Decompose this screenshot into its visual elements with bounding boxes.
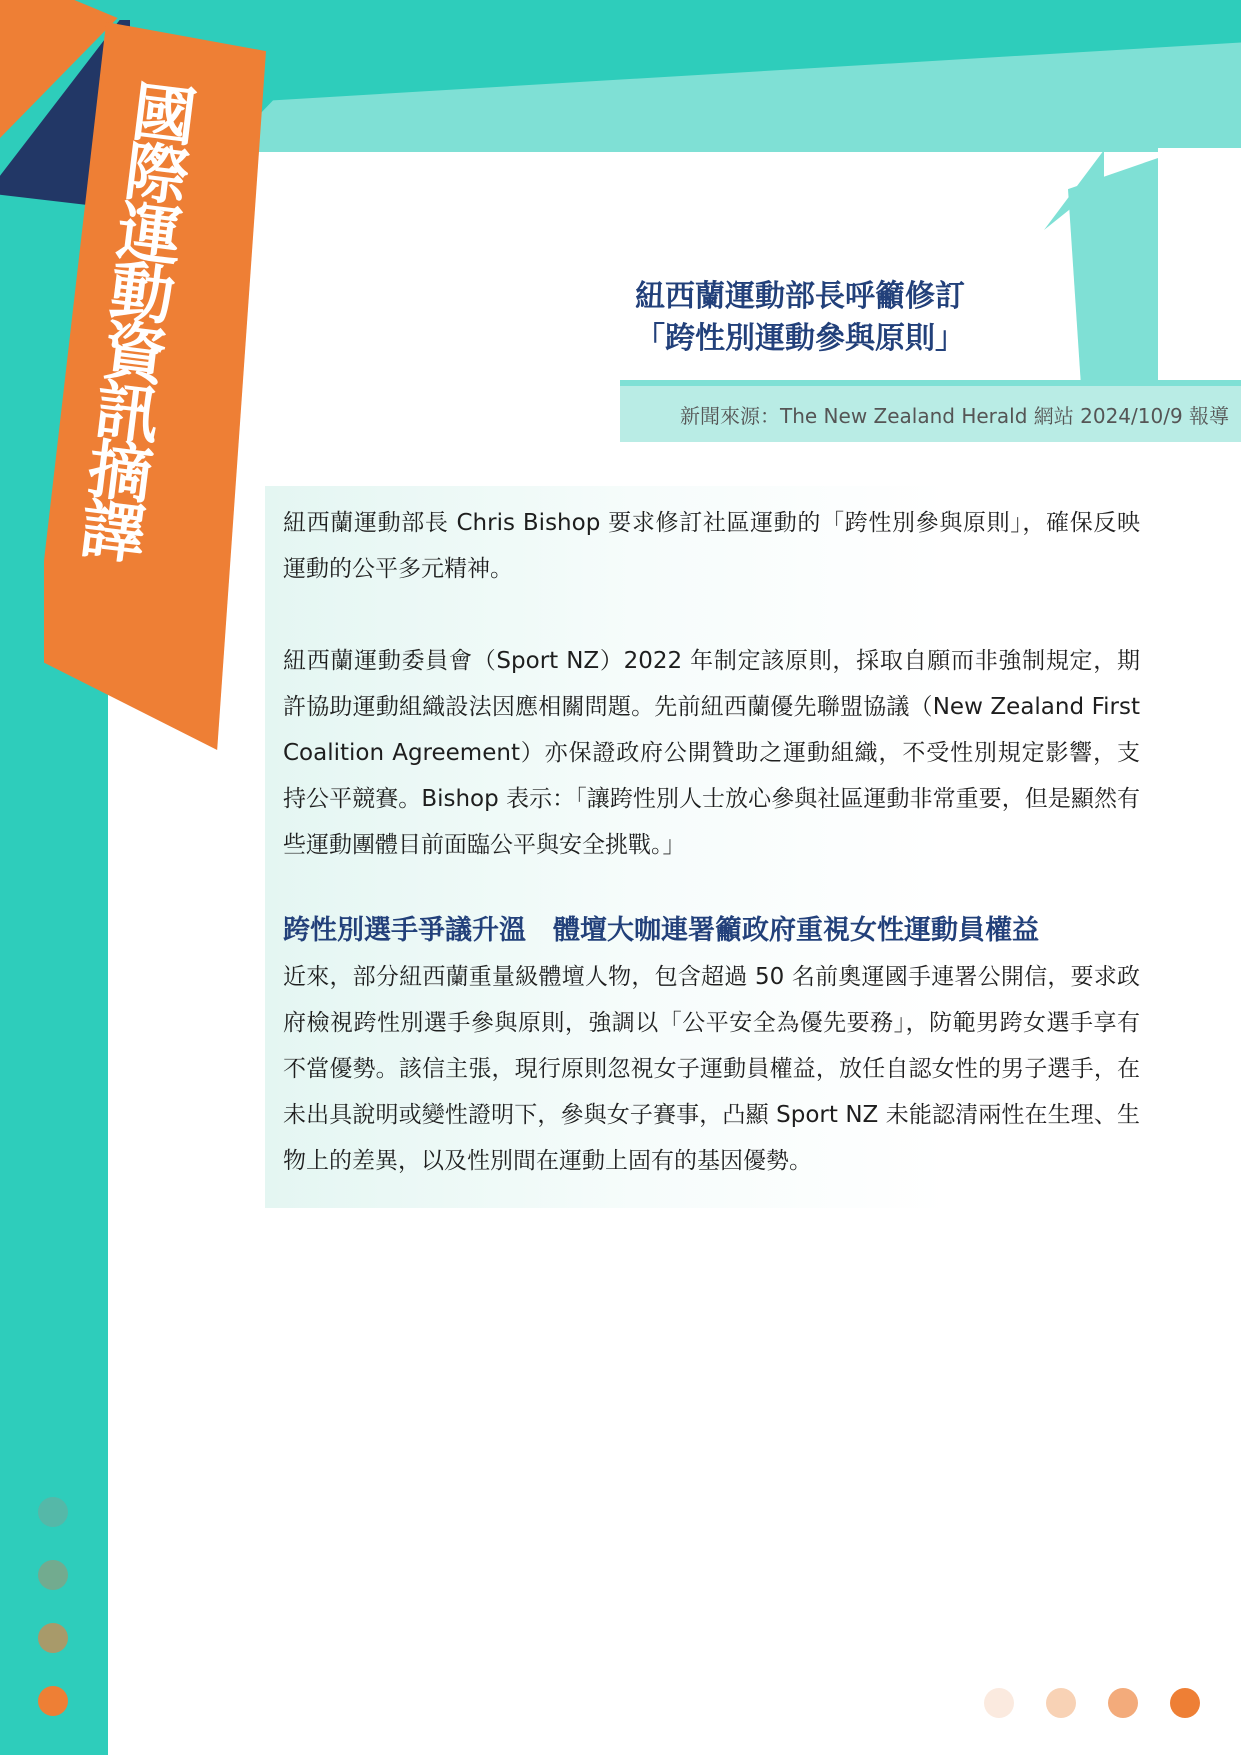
section-title: 國際運動資訊摘譯 <box>67 75 200 562</box>
source-strip-line <box>620 380 1241 386</box>
article-headline <box>530 276 1070 360</box>
dot-left-4 <box>38 1686 68 1716</box>
paragraph-1: 紐西蘭運動部長 Chris Bishop 要求修訂社區運動的「跨性別參與原則」，確保反映運動的公平多元精神。 <box>283 510 1140 582</box>
dot-left-1 <box>38 1497 68 1527</box>
number-one-stem <box>1068 158 1158 380</box>
paragraph-3: 近來，部分紐西蘭重量級體壇人物，包含超過 50 名前奧運國手連署公開信，要求政府檢視跨性別選手參與原則，強調以「公平安全為優先要務」，防範男跨女選手享有不當優勢。該信主張，現行原則忽視女子運動員權益，放任自認女性的男子選手，在未出具說明或變性證明下，參與女子賽事，凸顯 Sport NZ 未能認清兩性在生理、生物上的差異，以及性別間在運動上固有的基因優勢。 <box>283 964 1140 1174</box>
dot-bottom-2 <box>1046 1688 1076 1718</box>
number-one-gap <box>1158 148 1241 380</box>
dot-left-2 <box>38 1560 68 1590</box>
subheading: 跨性別選手爭議升溫 體壇大咖連署籲政府重視女性運動員權益 <box>283 915 1039 946</box>
dot-bottom-3 <box>1108 1688 1138 1718</box>
paragraph-2: 紐西蘭運動委員會（Sport NZ）2022 年制定該原則，採取自願而非強制規定，期許協助運動組織設法因應相關問題。先前紐西蘭優先聯盟協議（New Zealand First Coalition Agreement）亦保證政府公開贊助之運動組織，不受性別規定影響，支持公平競賽。Bishop 表示：「讓跨性別人士放心參與社區運動非常重要，但是顯然有些運動團體目前面臨公平與安全挑戰。」 <box>283 648 1140 858</box>
news-source: 新聞來源：The New Zealand Herald 網站 2024/10/9 報導 <box>680 404 1230 428</box>
dot-left-3 <box>38 1623 68 1653</box>
dot-bottom-1 <box>984 1688 1014 1718</box>
dot-bottom-4 <box>1170 1688 1200 1718</box>
headline-line-1: 紐西蘭運動部長呼籲修訂 <box>635 279 965 314</box>
article-body <box>283 500 1140 1184</box>
headline-line-2: 「跨性別運動參與原則」 <box>635 321 965 356</box>
